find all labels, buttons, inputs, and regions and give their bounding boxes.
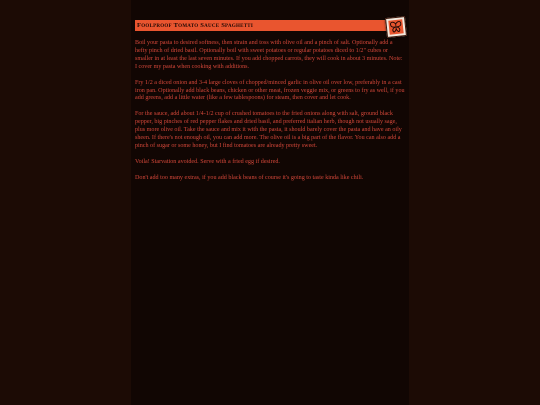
paragraph-serve: Voila! Starvation avoided. Serve with a fried egg if desired. xyxy=(135,158,280,165)
butterfly-badge[interactable] xyxy=(385,16,407,38)
paragraph-sauce: For the sauce, add about 1/4-1/2 cup of crushed tomatoes to the fried onions along with salt, ground black pepper, big pinches of red pepper flakes and dried basil, and preferred italian herb, though not usually sage, plus more olive oil. Take the sauce and mix it with the pasta, it should barely cover the pasta and have an oily sheen. If there's not enough oil, you can add more. The olive oil is a big part of the flavor. You can also add a pinch of sugar or some honey, but I find tomatoes are already pretty sweet. xyxy=(135,111,402,149)
paragraph-boil-pasta: Boil your pasta to desired softness, then strain and toss with olive oil and a pinch of salt. Optionally add a hefty pinch of dried basil. Optionally boil with sweet potatoes or regular potatoes diced to 1/2" cubes or smaller in at least the last seven minutes. If you add chopped carrots, they will cook in about 3 minutes. Note: I cover my pasta when cooking with additions. xyxy=(135,40,403,70)
recipe-body xyxy=(135,40,405,191)
paragraph-tip: Don't add too many extras, if you add black beans of course it's going to taste kinda like chili. xyxy=(135,174,364,181)
butterfly-icon xyxy=(388,19,403,34)
paragraph-fry-onion: Fry 1/2 a diced onion and 3-4 large cloves of chopped/minced garlic in olive oil over low, preferably in a cast iron pan. Optionally add black beans, chicken or other meat, frozen veggie mix, or greens to fry as well, if you add greens, add a little water (like a few tablespoons) for steam, then cover and let cook. xyxy=(135,79,405,102)
recipe-title: Foolproof Tomato Sauce Spaghetti xyxy=(137,22,254,29)
